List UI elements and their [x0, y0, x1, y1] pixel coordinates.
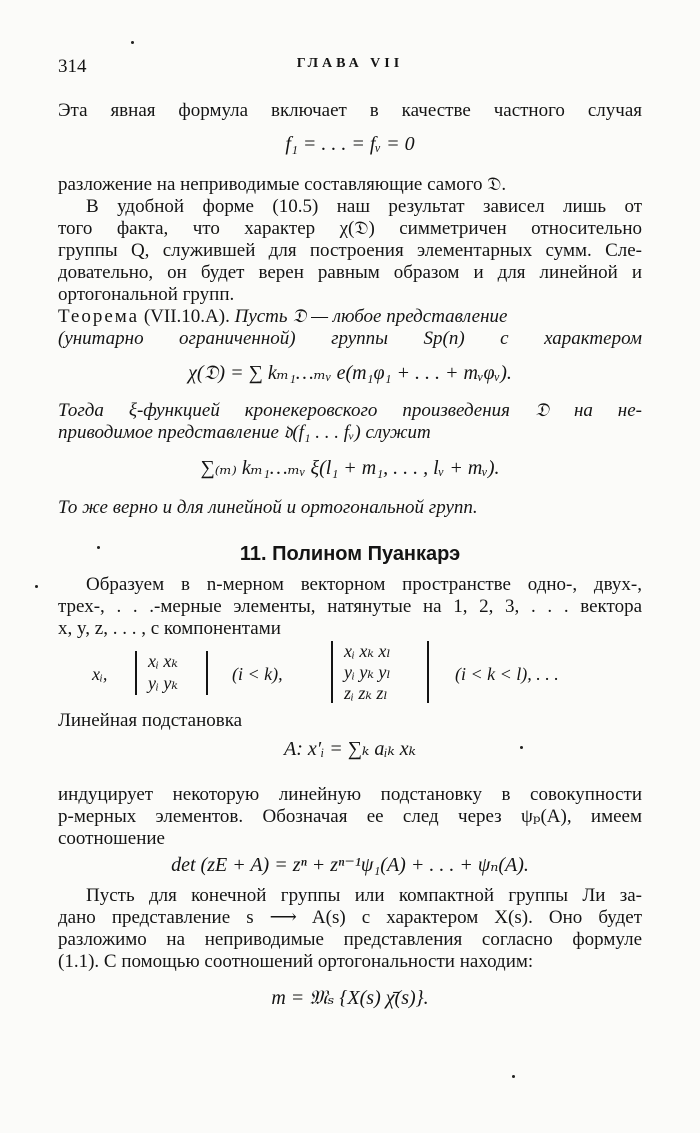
matrix3-row: yᵢ yₖ yₗ [344, 662, 391, 682]
text-line: p-мерных элементов. Обозначая ее след через ψₚ(A), имеем [58, 806, 642, 827]
text-line: Эта явная формула включает в качестве частного случая [58, 100, 642, 121]
matrix3-row: zᵢ zₖ zₗ [344, 683, 388, 703]
component-x: xᵢ, [92, 664, 108, 684]
text-line: ортогональной групп. [58, 284, 235, 305]
matrix3-row: xᵢ xₖ xₗ [344, 641, 391, 661]
theorem-line [58, 306, 642, 328]
theorem-line: (унитарно ограниченной) группы Sp(n) с характером [58, 328, 642, 349]
page-number: 314 [58, 56, 87, 77]
running-header: ГЛАВА VII [296, 56, 404, 71]
formula-determinant: det (zE + A) = zⁿ + zⁿ⁻¹ψ₁(A) + . . . + ψₙ(A). [171, 854, 529, 876]
matrix2-row: yᵢ yₖ [148, 673, 178, 693]
theorem-line: Тогда ξ-функцией кронекеровского произведения 𝔇 на не- [58, 400, 642, 421]
condition-i-k: (i < k), [232, 664, 283, 684]
formula-f-equal-zero: f₁ = . . . = fᵥ = 0 [285, 133, 415, 155]
print-speck [35, 585, 38, 588]
print-speck [97, 546, 100, 549]
text-line: группы Q, служившей для построения элементарных сумм. Сле- [58, 240, 642, 261]
determinant-bar [331, 641, 333, 703]
theorem-word: Теорема [58, 306, 140, 327]
formula-character: χ(𝔇) = ∑ kₘ₁…ₘᵥ e(m₁φ₁ + . . . + mᵥφᵥ). [188, 362, 512, 384]
text-line: соотношение [58, 828, 165, 849]
theorem-text: Пусть 𝔇 — любое представление [234, 306, 508, 327]
text-line: Пусть для конечной группы или компактной группы Ли за- [86, 885, 642, 906]
determinant-bar [135, 651, 137, 695]
section-heading: 11. Полином Пуанкарэ [239, 543, 461, 565]
text-line: разложение на неприводимые составляющие самого 𝔇. [58, 174, 507, 195]
print-speck [131, 41, 134, 44]
text-line: Линейная подстановка [58, 710, 243, 731]
text-line: x, y, z, . . . , с компонентами [58, 618, 281, 639]
formula-linear-substitution: A: x′ᵢ = ∑ₖ aᵢₖ xₖ [284, 738, 416, 760]
print-speck [520, 746, 523, 749]
theorem-line: То же верно и для линейной и ортогональной групп. [58, 497, 478, 518]
determinant-bar [206, 651, 208, 695]
text-line: трех-, . . .-мерные элементы, натянутые на 1, 2, 3, . . . вектора [58, 596, 642, 617]
text-line: дано представление s ⟶ A(s) с характером X(s). Оно будет [58, 907, 642, 928]
theorem-number: (VII.10.A). [139, 306, 235, 327]
print-speck [512, 1075, 515, 1078]
condition-i-k-l: (i < k < l), . . . [455, 664, 559, 684]
text-line: Образуем в n-мерном векторном пространстве одно-, двух-, [86, 574, 642, 595]
theorem-line: приводимое представление 𝔡(f₁ . . . fᵥ) служит [58, 422, 431, 443]
text-line: индуцирует некоторую линейную подстановку в совокупности [58, 784, 642, 805]
matrix2-row: xᵢ xₖ [148, 651, 178, 671]
formula-multiplicity: m = 𝔐ₛ {X(s) χ̄(s)}. [271, 987, 429, 1009]
text-line: довательно, он будет верен равным образом и для линейной и [58, 262, 642, 283]
formula-xi-sum: ∑₍ₘ₎ kₘ₁…ₘᵥ ξ(l₁ + m₁, . . . , lᵥ + mᵥ). [200, 457, 500, 479]
text-line: разложимо на неприводимые представления согласно формуле [58, 929, 642, 950]
text-line: того факта, что характер χ(𝔇) симметричен относительно [58, 218, 642, 239]
text-line: (1.1). С помощью соотношений ортогональности находим: [58, 951, 534, 972]
text-line: В удобной форме (10.5) наш результат зависел лишь от [86, 196, 642, 217]
determinant-bar [427, 641, 429, 703]
